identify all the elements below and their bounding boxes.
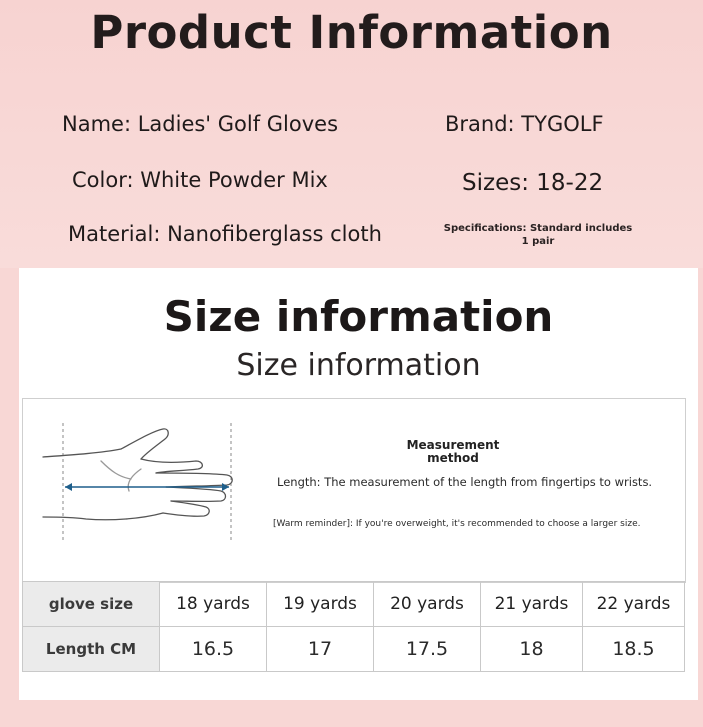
method-title-line-2: method (427, 451, 479, 465)
length-cell: 17 (267, 627, 374, 672)
row-header-glove-size: glove size (23, 582, 160, 627)
size-cell: 19 yards (267, 582, 374, 627)
row-header-length-cm: Length CM (23, 627, 160, 672)
spec-line-2: 1 pair (521, 236, 555, 247)
measurement-method-title (393, 439, 513, 465)
length-cell: 18.5 (583, 627, 685, 672)
product-name: Name: Ladies' Golf Gloves (62, 112, 339, 136)
warm-reminder: [Warm reminder]: If you're overweight, it's recommended to choose a larger size. (273, 519, 641, 529)
measurement-box (22, 398, 686, 583)
spec-line-1: Specifications: Standard includes (443, 223, 633, 234)
method-title-line-1: Measurement (406, 438, 500, 452)
product-info-section (0, 0, 703, 268)
size-cell: 20 yards (374, 582, 481, 627)
page-title: Product Information (90, 6, 613, 59)
size-info-card (19, 268, 698, 700)
product-color: Color: White Powder Mix (72, 168, 328, 192)
size-table (22, 581, 685, 672)
length-cell: 16.5 (160, 627, 267, 672)
length-cell: 18 (481, 627, 583, 672)
size-cell: 18 yards (160, 582, 267, 627)
length-cell: 17.5 (374, 627, 481, 672)
hand-measurement-icon (41, 421, 251, 546)
product-brand: Brand: TYGOLF (445, 112, 604, 136)
product-material: Material: Nanofiberglass cloth (68, 222, 382, 246)
size-info-subtitle: Size information (236, 348, 481, 383)
size-info-title: Size information (163, 292, 554, 341)
product-sizes: Sizes: 18-22 (462, 170, 604, 196)
size-cell: 22 yards (583, 582, 685, 627)
measurement-description: Length: The measurement of the length from fingertips to wrists. (277, 475, 653, 489)
table-row (23, 627, 685, 672)
table-row (23, 582, 685, 627)
size-cell: 21 yards (481, 582, 583, 627)
product-specifications (440, 222, 636, 248)
